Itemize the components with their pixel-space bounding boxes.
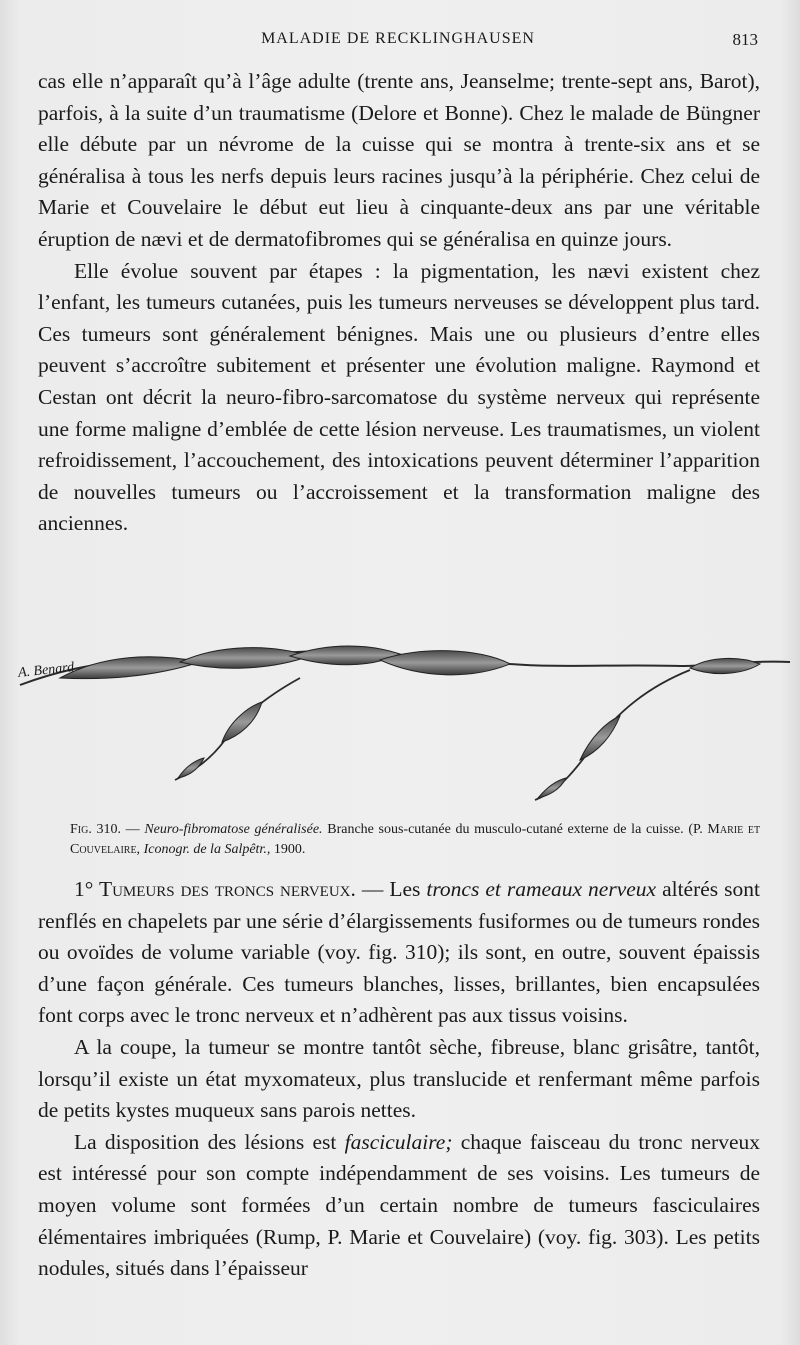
body-text-top xyxy=(38,66,760,540)
caption-label: Fig. 310. — xyxy=(70,822,140,837)
swelling-8 xyxy=(580,716,620,760)
p3-lead: La disposition des lésions est xyxy=(74,1129,337,1154)
body-text-bottom xyxy=(38,874,760,1285)
figure-310 xyxy=(0,630,800,820)
nerve-illustration xyxy=(0,630,800,820)
page-header xyxy=(38,30,758,56)
swelling-9 xyxy=(538,778,566,798)
swelling-4 xyxy=(380,651,510,675)
figure-caption xyxy=(70,820,760,860)
caption-text: Branche sous-cutanée du musculo-cutané externe de la cuisse. xyxy=(327,822,684,837)
swelling-6 xyxy=(222,702,262,742)
caption-year: 1900. xyxy=(273,842,306,857)
paragraph: A la coupe, la tumeur se montre tantôt sèche, fibreuse, blanc grisâtre, tantôt, lorsqu’il existe un état myxomateux, plus translucide et renfermant même parfois de petits kystes muqueux sans parois nettes. xyxy=(38,1034,760,1123)
p3-italic: fasciculaire; xyxy=(344,1129,453,1154)
p3-rest: chaque faisceau du tronc nerveux est intéressé pour son compte indépendamment de ses voisins. Les tumeurs de moyen volume sont formées d’un certain nombre de tumeurs fasciculaires élémentaires imbriquées (Rump, P. Marie et Couvelaire) (voy. fig. 303). Les petits nodules, situés dans l’épaisseur xyxy=(38,1129,761,1281)
paragraph: cas elle n’apparaît qu’à l’âge adulte (trente ans, Jeanselme; trente-sept ans, Barot), parfois, à la suite d’un traumatisme (Delore et Bonne). Chez le malade de Büngner elle débute par un névrome de la cuisse qui se montra à trente-six ans et se généralisa à tous les nerfs depuis leurs racines jusqu’à la périphérie. Chez celui de Marie et Couvelaire le début eut lieu à cinquante-deux ans par une véritable éruption de nævi et de dermatofibromes qui se généralisa en quinze jours. xyxy=(38,69,760,251)
caption-title: Neuro-fibromatose généralisée. xyxy=(144,822,323,837)
section-heading: 1° Tumeurs des troncs nerveux. — xyxy=(74,877,384,901)
page-number: 813 xyxy=(732,30,758,49)
p1-rest: altérés sont renflés en chapelets par une série d’élargissements fusiformes ou de tumeurs rondes ou ovoïdes de volume variable (voy. fig. 310); ils sont, en outre, souvent épaissis d’une façon générale. Ces tumeurs blanches, lisses, brillantes, bien encapsulées font corps avec le tronc nerveux et n’adhèrent pas aux tissus voisins. xyxy=(38,877,760,1028)
swelling-2 xyxy=(180,648,310,669)
paragraph: Elle évolue souvent par étapes : la pigmentation, les nævi existent chez l’enfant, les tumeurs cutanées, puis les tumeurs nerveuses se développent plus tard. Ces tumeurs sont généralement bénignes. Mais une ou plusieurs d’entre elles peuvent s’accroître subitement et présenter une évolution maligne. Raymond et Cestan ont décrit la neuro-fibro-sarcomatose du système nerveux qui représente une forme maligne d’emblée de cette lésion nerveuse. Les traumatismes, un violent refroidissement, l’accouchement, des intoxications peuvent déterminer l’apparition de nouvelles tumeurs ou l’accroissement et la transformation maligne des anciennes. xyxy=(38,258,760,536)
paragraph xyxy=(38,1127,760,1285)
running-title: MALADIE DE RECKLINGHAUSEN xyxy=(261,30,535,47)
caption-ref-open: (P. xyxy=(688,822,703,837)
p1-italic: troncs et rameaux nerveux xyxy=(426,877,657,901)
swelling-7 xyxy=(178,758,204,778)
paragraph xyxy=(38,874,760,1032)
p1-lead: Les xyxy=(389,877,421,901)
swelling-5 xyxy=(690,658,760,673)
caption-authors: Marie et Couvelaire, xyxy=(70,822,761,857)
caption-source: Iconogr. de la Salpêtr., xyxy=(143,842,271,857)
illustrator-signature: A. Benard xyxy=(17,660,75,681)
